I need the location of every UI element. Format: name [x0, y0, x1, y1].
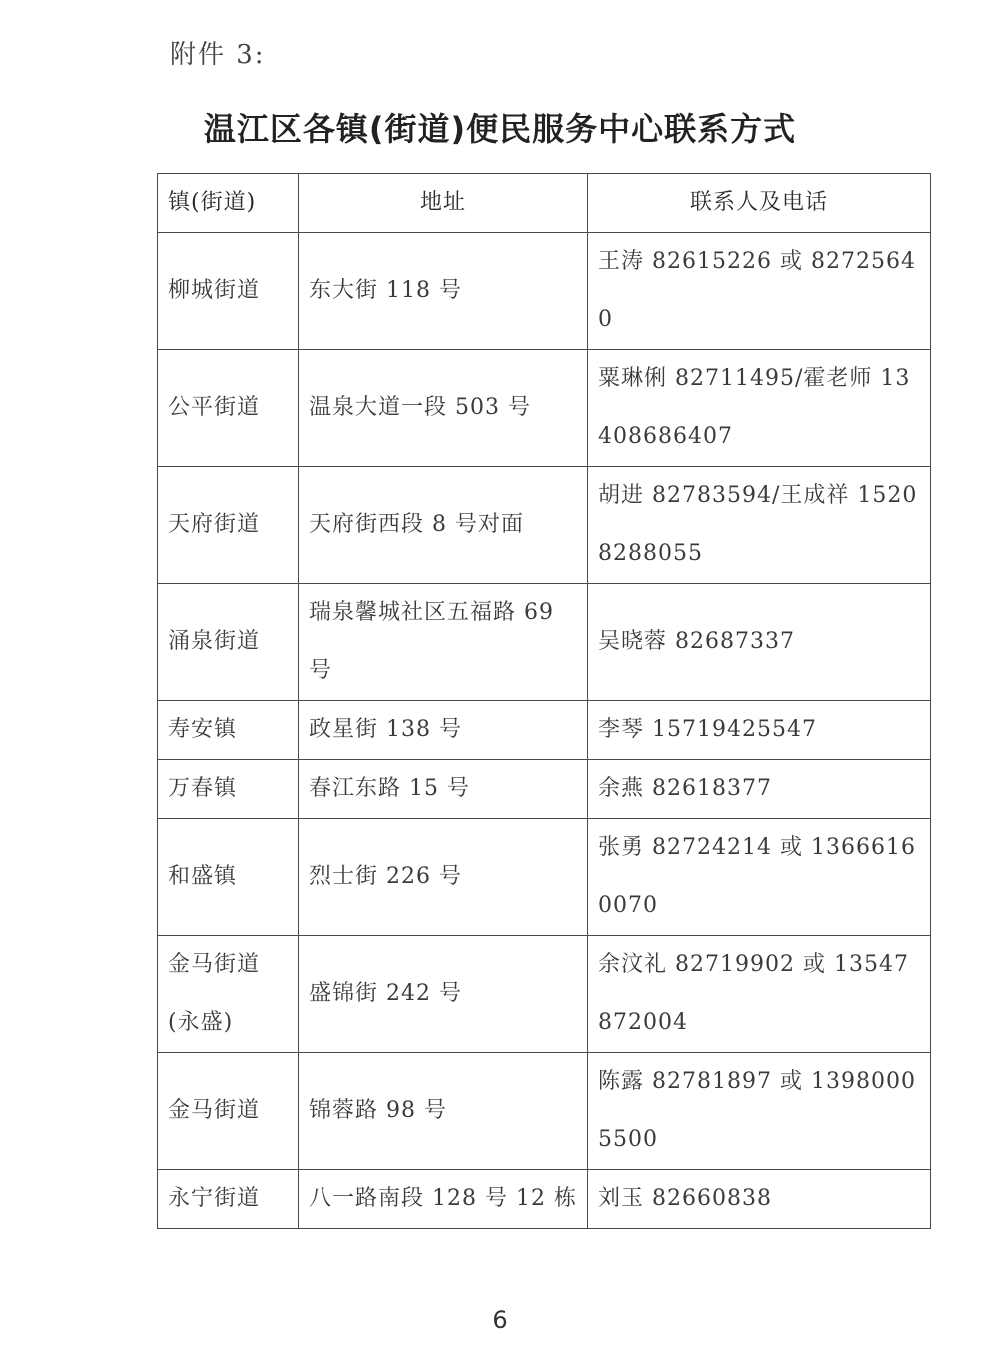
town-cell: 金马街道(永盛)	[158, 936, 299, 1053]
table-row	[158, 233, 931, 350]
attachment-label: 附件 3:	[170, 40, 266, 70]
contact-cell: 张勇 82724214 或 13666160070	[588, 819, 931, 936]
address-cell: 春江东路 15 号	[299, 760, 588, 819]
table-header-row	[158, 174, 931, 233]
header-contact: 联系人及电话	[588, 174, 931, 233]
contact-cell: 王涛 82615226 或 82725640	[588, 233, 931, 350]
contact-table	[157, 173, 931, 1229]
town-cell: 寿安镇	[158, 701, 299, 760]
address-cell: 政星街 138 号	[299, 701, 588, 760]
contact-cell: 吴晓蓉 82687337	[588, 584, 931, 701]
contact-cell: 胡进 82783594/王成祥 15208288055	[588, 467, 931, 584]
town-cell: 金马街道	[158, 1053, 299, 1170]
table-row	[158, 936, 931, 1053]
table-row	[158, 1053, 931, 1170]
contact-cell: 刘玉 82660838	[588, 1170, 931, 1229]
contact-cell: 陈露 82781897 或 13980005500	[588, 1053, 931, 1170]
address-cell: 盛锦街 242 号	[299, 936, 588, 1053]
address-cell: 东大街 118 号	[299, 233, 588, 350]
contact-cell: 李琴 15719425547	[588, 701, 931, 760]
header-address: 地址	[299, 174, 588, 233]
town-cell: 公平街道	[158, 350, 299, 467]
table-row	[158, 760, 931, 819]
header-town: 镇(街道)	[158, 174, 299, 233]
contact-cell: 余燕 82618377	[588, 760, 931, 819]
contact-cell: 粟琳俐 82711495/霍老师 13408686407	[588, 350, 931, 467]
town-cell: 涌泉街道	[158, 584, 299, 701]
address-cell: 天府街西段 8 号对面	[299, 467, 588, 584]
table-row	[158, 350, 931, 467]
page-number: 6	[492, 1306, 508, 1334]
contact-cell: 余汶礼 82719902 或 13547872004	[588, 936, 931, 1053]
table-row	[158, 701, 931, 760]
town-cell: 天府街道	[158, 467, 299, 584]
town-cell: 和盛镇	[158, 819, 299, 936]
town-cell: 万春镇	[158, 760, 299, 819]
table-row	[158, 584, 931, 701]
table-row	[158, 1170, 931, 1229]
table-row	[158, 819, 931, 936]
address-cell: 八一路南段 128 号 12 栋	[299, 1170, 588, 1229]
document-title: 温江区各镇(街道)便民服务中心联系方式	[203, 110, 797, 148]
address-cell: 烈士街 226 号	[299, 819, 588, 936]
address-cell: 温泉大道一段 503 号	[299, 350, 588, 467]
address-cell: 瑞泉馨城社区五福路 69 号	[299, 584, 588, 701]
address-cell: 锦蓉路 98 号	[299, 1053, 588, 1170]
town-cell: 柳城街道	[158, 233, 299, 350]
table-row	[158, 467, 931, 584]
town-cell: 永宁街道	[158, 1170, 299, 1229]
